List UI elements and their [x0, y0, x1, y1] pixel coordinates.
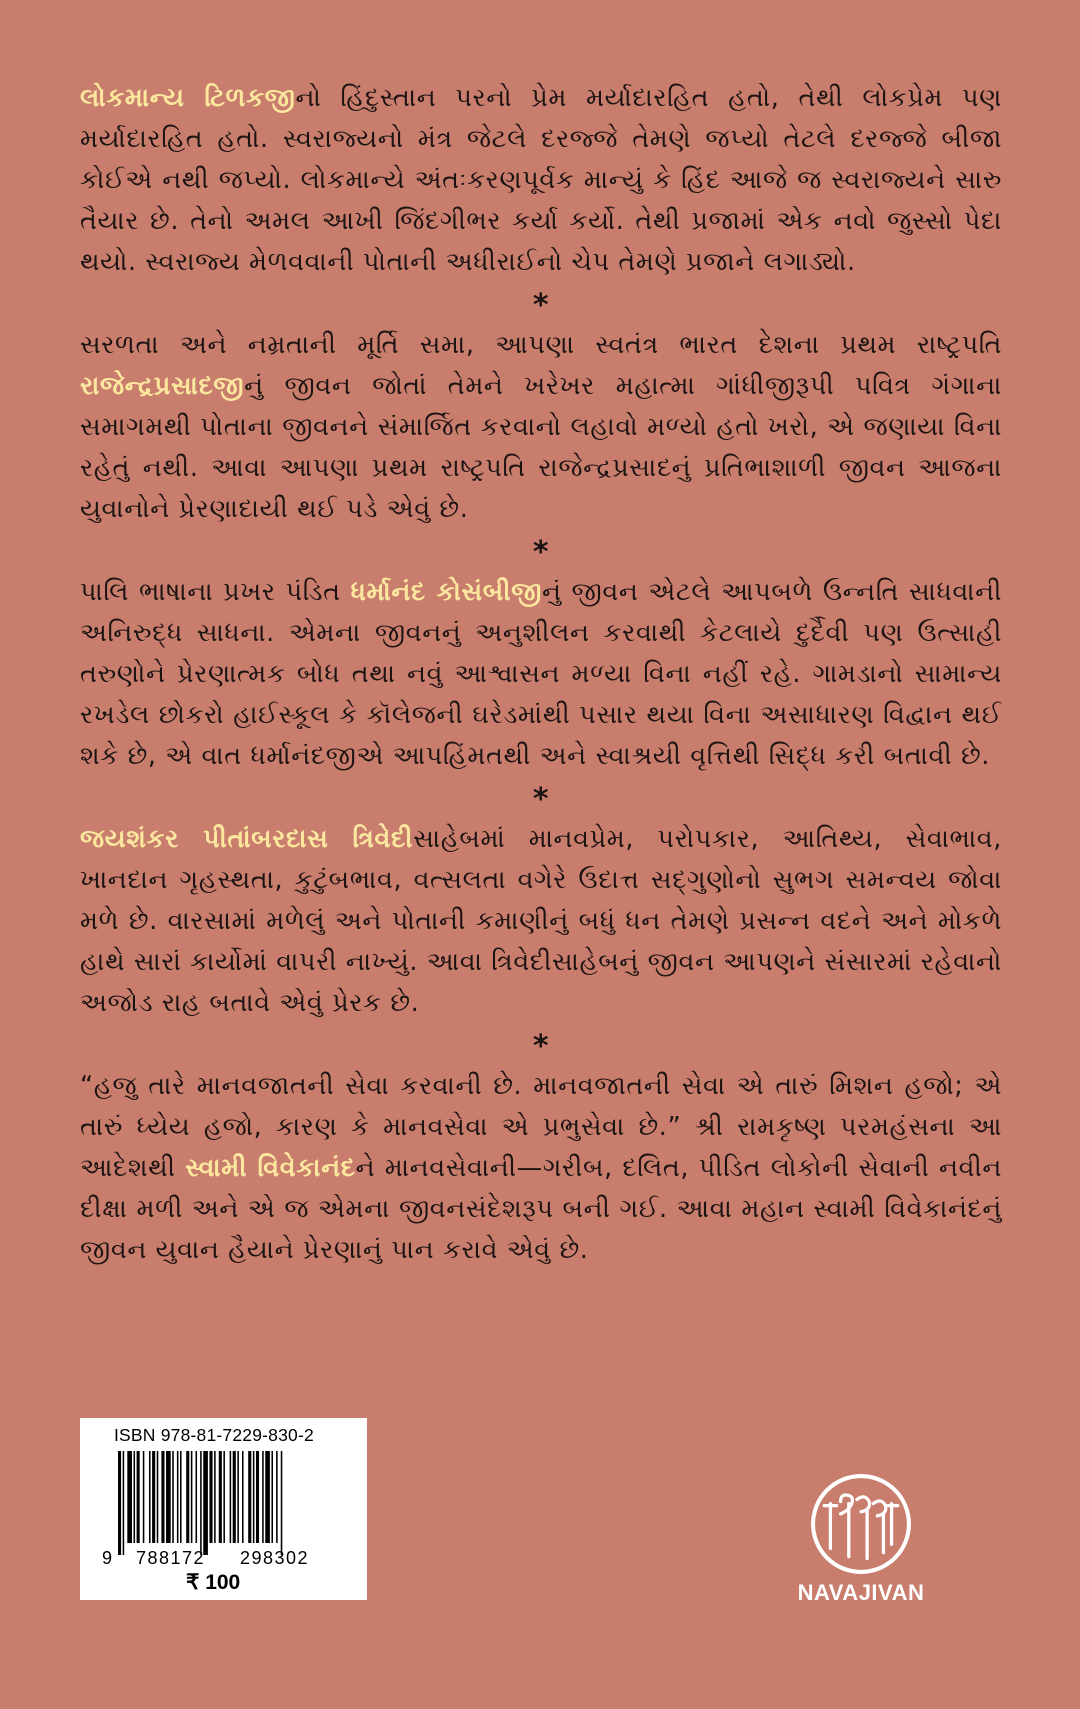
barcode-bar: [271, 1451, 273, 1543]
back-cover-text: [80, 78, 1002, 1271]
barcode-icon: [118, 1451, 334, 1555]
separator-asterisk: *: [532, 288, 550, 323]
barcode-bar: [256, 1451, 259, 1543]
barcode-bar: [123, 1451, 125, 1555]
barcode-bar: [237, 1451, 239, 1543]
section-trivedi: [80, 819, 1002, 1024]
section-intro-vivekananda: “હજુ તારે માનવજાતની સેવા કરવાની છે. માનવજાતની સેવા એ તારું મિશન હજો; એ તારું ધ્યેય હજો, કારણ કે માનવસેવા એ પ્રભુસેવા છે.” શ્રી રામકૃષ્ણ પરમહંસના આ આદેશથી: [80, 1071, 1002, 1183]
barcode-bar: [219, 1451, 222, 1543]
section-text-rajendraprasad: નું જીવન જોતાં તેમને ખરેખર મહાત્મા ગાંધીજીરૂપી પવિત્ર ગંગાના સમાગમથી પોતાના જીવનને સંમાર્જિત કરવાનો લહાવો મળ્યો હતો ખરો, એ જણાયા વિના રહેતું નથી. આવા આપણા પ્રથમ રાષ્ટ્રપતિ રાજેન્દ્રપ્રસાદનું પ્રતિભાશાળી જીવન આજના યુવાનોને પ્રેરણાદાયી થઈ પડે એવું છે.: [80, 371, 1002, 524]
section-text-vivekananda: ને માનવસેવાની—ગરીબ, દલિત, પીડિત લોકોની સેવાની નવીન દીક્ષા મળી અને એ જ એમના જીવનસંદેશરૂપ બની ગઈ. આવા મહાન સ્વામી વિવેકાનંદનું જીવન યુવાન હૈયાને પ્રેરણાનું પાન કરાવે એવું છે.: [80, 1153, 1002, 1265]
barcode-bar: [143, 1451, 145, 1543]
barcode-bar: [265, 1451, 270, 1543]
publisher-name: NAVAJIVAN: [797, 1580, 925, 1605]
section-intro-kosambi: પાલિ ભાષાના પ્રખર પંડિત: [80, 577, 351, 607]
barcode-bar: [209, 1451, 212, 1543]
section-text-tilak: નો હિંદુસ્તાન પરનો પ્રેમ મર્યાદારહિત હતો, તેથી લોકપ્રેમ પણ મર્યાદારહિત હતો. સ્વરાજ્યનો મંત્ર જેટલે દરજ્જે તેમણે જપ્યો તેટલે દરજ્જે બીજા કોઈએ નથી જપ્યો. લોકમાન્યે અંતઃકરણપૂર્વક માન્યું કે હિંદ આજે જ સ્વરાજ્યને સારુ તૈયાર છે. તેનો અમલ આખી જિંદગીભર કર્યા કર્યો. તેથી પ્રજામાં એક નવો જુસ્સો પેદા થયો. સ્વરાજ્ય મેળવવાની પોતાની અધીરાઈનો ચેપ તેમણે પ્રજાને લગાડ્યો.: [80, 83, 1002, 277]
section-rajendraprasad: [80, 325, 1002, 530]
separator-asterisk: *: [532, 782, 550, 817]
barcode-bar: [230, 1451, 232, 1543]
barcode-first-digit: 9: [102, 1548, 113, 1568]
barcode-bar: [157, 1451, 159, 1543]
section-tilak: [80, 78, 1002, 283]
barcode-bar: [200, 1451, 202, 1555]
barcode-bar: [161, 1451, 164, 1543]
barcode-bar: [242, 1451, 244, 1543]
name-highlight-kosambi: ધર્માનંદ કોસંબીજી: [350, 577, 542, 607]
barcode-bar: [214, 1451, 216, 1543]
barcode-bar: [233, 1451, 236, 1543]
isbn-barcode-box: [80, 1418, 367, 1600]
section-kosambi: [80, 572, 1002, 777]
barcode-bar: [180, 1451, 182, 1543]
price-label: ₹ 100: [186, 1571, 241, 1594]
barcode-bar: [191, 1451, 193, 1543]
barcode-bar: [248, 1451, 251, 1543]
barcode-bar: [196, 1451, 198, 1543]
name-highlight-vivekananda: સ્વામી વિવેકાનંદ: [185, 1153, 356, 1183]
barcode-bar: [203, 1451, 208, 1555]
section-text-trivedi: સાહેબમાં માનવપ્રેમ, પરોપકાર, આતિથ્ય, સેવાભાવ, ખાનદાન ગૃહસ્થતા, કુટુંબભાવ, વત્સલતા વગેરે ઉદાત્ત સદ્ગુણોનો સુભગ સમન્વય જોવા મળે છે. વારસામાં મળેલું અને પોતાની કમાણીનું બધું ધન તેમણે પ્રસન્ન વદને અને મોકળે હાથે સારાં કાર્યોમાં વાપરી નાખ્યું. આવા ત્રિવેદીસાહેબનું જીવન આપણને સંસારમાં રહેવાનો અજોડ રાહ બતાવે એવું પ્રેરક છે.: [80, 824, 1002, 1018]
barcode-bar: [276, 1451, 278, 1543]
barcode-bar: [134, 1451, 136, 1543]
section-vivekananda: [80, 1066, 1002, 1271]
separator-asterisk: *: [532, 535, 550, 570]
barcode-bar: [152, 1451, 155, 1543]
barcode-bar: [166, 1451, 171, 1543]
section-text-kosambi: નું જીવન એટલે આપબળે ઉન્નતિ સાધવાની અનિરુદ્ધ સાધના. એમના જીવનનું અનુશીલન કરવાથી કેટલાયે દુર્દૈવી પણ ઉત્સાહી તરુણોને પ્રેરણાત્મક બોધ તથા નવું આશ્વાસન મળ્યા વિના નહીં રહે. ગામડાનો સામાન્ય રખડેલ છોકરો હાઈસ્કૂલ કે કૉલેજની ઘરેડમાંથી પસાર થયા વિના અસાધારણ વિદ્વાન થઈ શકે છે, એ વાત ધર્માનંદજીએ આપહિંમતથી અને સ્વાશ્રયી વૃત્તિથી સિદ્ધ કરી બતાવી છે.: [80, 577, 1002, 771]
name-highlight-tilak: લોકમાન્ય ટિળકજી: [80, 83, 296, 113]
barcode-bar: [281, 1451, 283, 1555]
barcode-right-digits: 298302: [240, 1548, 310, 1568]
barcode-bar: [137, 1451, 140, 1543]
name-highlight-rajendraprasad: રાજેન્દ્રપ્રસાદજી: [80, 371, 245, 401]
barcode-bar: [172, 1451, 174, 1543]
barcode-bar: [127, 1451, 132, 1543]
barcode-bar: [223, 1451, 225, 1543]
barcode-bar: [253, 1451, 255, 1543]
barcode-bar: [186, 1451, 189, 1543]
barcode-bar: [118, 1451, 121, 1555]
separator-asterisk: *: [532, 1029, 550, 1064]
isbn-number: ISBN 978-81-7229-830-2: [114, 1425, 314, 1445]
barcode-left-digits: 788172: [136, 1548, 206, 1568]
name-highlight-trivedi: જયશંકર પીતાંબરદાસ ત્રિવેદી: [80, 824, 414, 854]
barcode-bar: [262, 1451, 264, 1543]
navajivan-logo-icon: [810, 1473, 912, 1575]
barcode-bar: [177, 1451, 179, 1543]
section-intro-rajendraprasad: સરળતા અને નમ્રતાની મૂર્તિ સમા, આપણા સ્વતંત્ર ભારત દેશના પ્રથમ રાષ્ટ્રપતિ: [80, 330, 1002, 360]
barcode-bar: [149, 1451, 151, 1543]
